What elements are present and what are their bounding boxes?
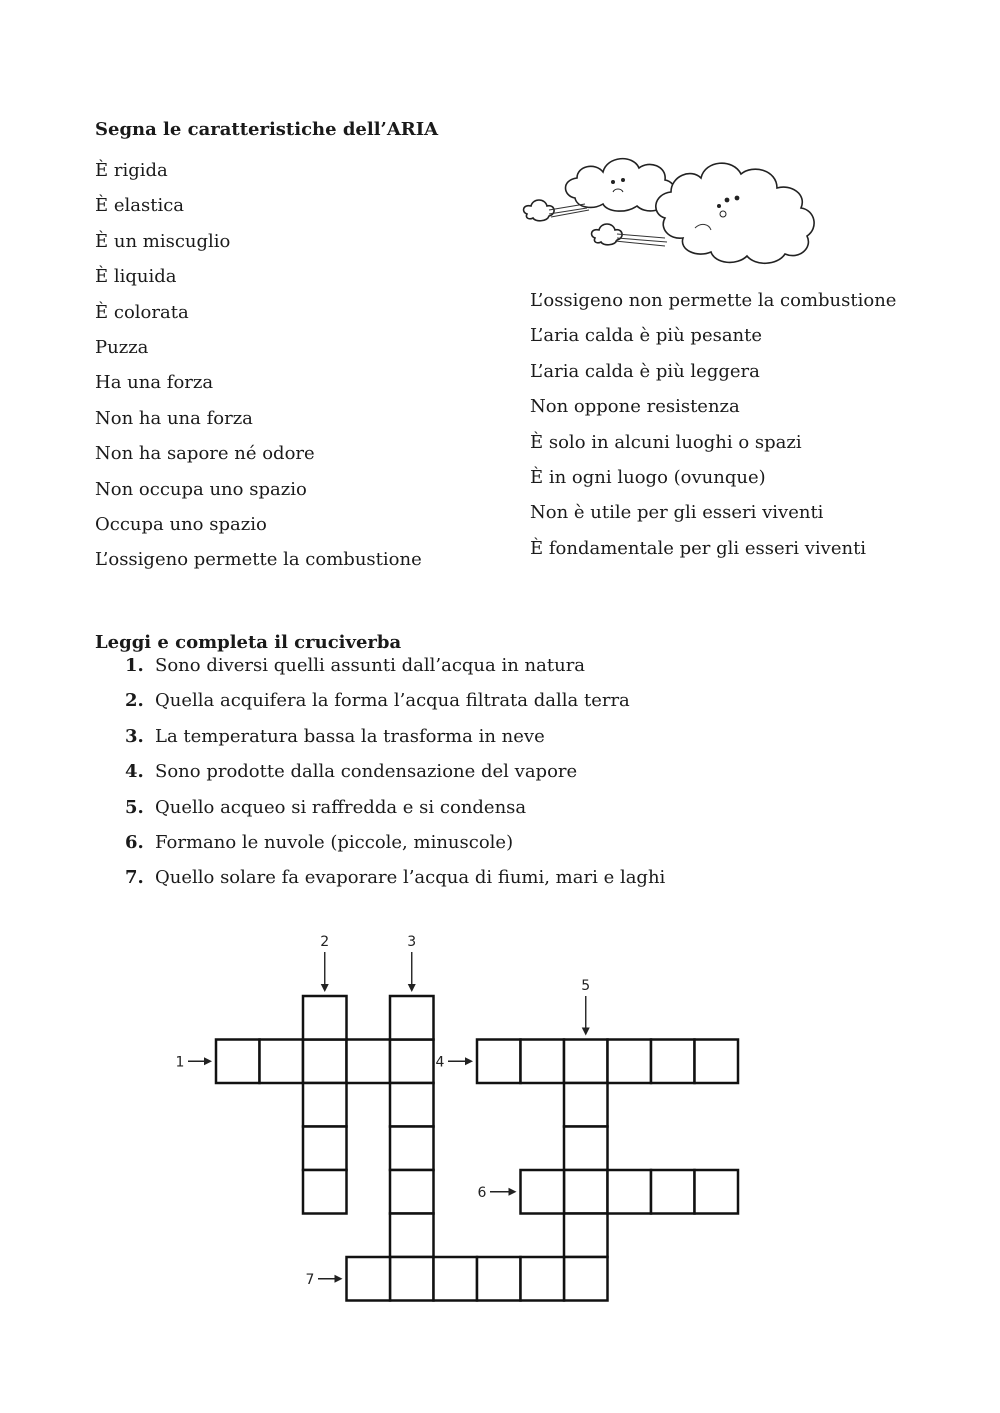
air-characteristic-option[interactable]: È colorata [95, 301, 189, 323]
crossword-cell[interactable] [303, 1127, 347, 1171]
arrow-head-icon [321, 984, 329, 992]
air-characteristic-option[interactable]: È elastica [95, 195, 185, 217]
arrow-head-icon [582, 1028, 590, 1036]
clue-text: La temperatura bassa la trasforma in neve [155, 725, 545, 747]
clue-text: Formano le nuvole (piccole, minuscole) [155, 832, 514, 853]
crossword-cell[interactable] [390, 1257, 434, 1301]
crossword-clue-label: 7 [305, 1271, 315, 1288]
section2-title: Leggi e completa il cruciverba [95, 632, 402, 653]
crossword-cell[interactable] [347, 1040, 391, 1084]
crossword-cell[interactable] [390, 1040, 434, 1084]
crossword-cell[interactable] [651, 1040, 695, 1084]
clue-text: Quello acqueo si raffredda e si condensa [155, 796, 527, 818]
crossword-cell[interactable] [564, 1257, 608, 1301]
arrow-head-icon [335, 1275, 343, 1283]
crossword-cell[interactable] [521, 1040, 565, 1084]
crossword-cell[interactable] [651, 1170, 695, 1214]
crossword-cell[interactable] [564, 1170, 608, 1214]
clue-number: 7. [125, 867, 144, 889]
crossword-cell[interactable] [303, 1040, 347, 1084]
clue-text: Sono diversi quelli assunti dall’acqua in natura [155, 655, 586, 676]
air-characteristic-option[interactable]: Non è utile per gli esseri viventi [530, 502, 824, 524]
crossword-cell[interactable] [608, 1170, 652, 1214]
crossword-cell[interactable] [390, 996, 434, 1040]
section1-title: Segna le caratteristiche dell’ARIA [95, 119, 439, 140]
crossword-cell[interactable] [260, 1040, 304, 1084]
clue-number: 5. [125, 796, 144, 818]
crossword-cell[interactable] [608, 1040, 652, 1084]
crossword-cell[interactable] [564, 1083, 608, 1127]
crossword-clue-label: 2 [320, 934, 330, 950]
crossword-clue-label: 6 [477, 1184, 487, 1201]
crossword-cell[interactable] [695, 1170, 739, 1214]
crossword-cell[interactable] [521, 1170, 565, 1214]
clue-number: 1. [125, 655, 144, 676]
air-characteristic-option[interactable]: Non ha una forza [95, 407, 253, 429]
clue-number: 6. [125, 832, 144, 853]
clue-text: Sono prodotte dalla condensazione del vapore [155, 761, 578, 783]
clue-number: 3. [125, 725, 144, 747]
clue-text: Quella acquifera la forma l’acqua filtrata dalla terra [155, 690, 630, 712]
arrow-head-icon [465, 1057, 473, 1065]
air-characteristic-option[interactable]: L’aria calda è più leggera [530, 360, 760, 382]
crossword-cell[interactable] [347, 1257, 391, 1301]
crossword-clue-label: 1 [175, 1054, 185, 1071]
clue-number: 4. [125, 761, 144, 783]
crossword-clue-label: 3 [407, 934, 417, 950]
crossword-clue-label: 4 [435, 1054, 445, 1071]
crossword-cell[interactable] [695, 1040, 739, 1084]
air-characteristic-option[interactable]: L’ossigeno non permette la combustione [530, 290, 897, 311]
air-characteristic-option[interactable]: Ha una forza [95, 372, 214, 394]
crossword-cell[interactable] [434, 1257, 478, 1301]
crossword-cell[interactable] [390, 1170, 434, 1214]
crossword-cell[interactable] [390, 1127, 434, 1171]
air-characteristic-option[interactable]: È solo in alcuni luoghi o spazi [530, 431, 802, 453]
air-characteristic-option[interactable]: L’ossigeno permette la combustione [95, 549, 422, 571]
air-characteristic-option[interactable]: È un miscuglio [95, 230, 231, 252]
crossword-cell[interactable] [564, 1127, 608, 1171]
crossword-cell[interactable] [477, 1257, 521, 1301]
air-characteristic-option[interactable]: Occupa uno spazio [95, 514, 267, 535]
arrow-head-icon [408, 984, 416, 992]
air-characteristic-option[interactable]: È fondamentale per gli esseri viventi [530, 537, 867, 559]
clue-text: Quello solare fa evaporare l’acqua di fiumi, mari e laghi [155, 867, 666, 889]
air-characteristic-option[interactable]: Puzza [95, 337, 149, 358]
crossword-clue-label: 5 [581, 978, 591, 994]
crossword-cell[interactable] [303, 1170, 347, 1214]
crossword-cell[interactable] [390, 1083, 434, 1127]
air-characteristic-option[interactable]: Non oppone resistenza [530, 396, 740, 418]
crossword-cell[interactable] [521, 1257, 565, 1301]
clue-number: 2. [125, 690, 144, 712]
air-characteristic-option[interactable]: Non occupa uno spazio [95, 478, 307, 500]
air-characteristic-option[interactable]: L’aria calda è più pesante [530, 325, 763, 347]
crossword-cell[interactable] [303, 996, 347, 1040]
crossword-cell[interactable] [390, 1214, 434, 1258]
arrow-head-icon [204, 1057, 212, 1065]
crossword-cell[interactable] [477, 1040, 521, 1084]
arrow-head-icon [509, 1188, 517, 1196]
air-characteristic-option[interactable]: È rigida [95, 160, 168, 181]
crossword-cell[interactable] [303, 1083, 347, 1127]
air-characteristic-option[interactable]: È in ogni luogo (ovunque) [530, 467, 766, 488]
air-characteristic-option[interactable]: Non ha sapore né odore [95, 443, 315, 465]
crossword-cell[interactable] [564, 1040, 608, 1084]
crossword-cell[interactable] [216, 1040, 260, 1084]
crossword-cell[interactable] [564, 1214, 608, 1258]
air-characteristic-option[interactable]: È liquida [95, 266, 177, 288]
